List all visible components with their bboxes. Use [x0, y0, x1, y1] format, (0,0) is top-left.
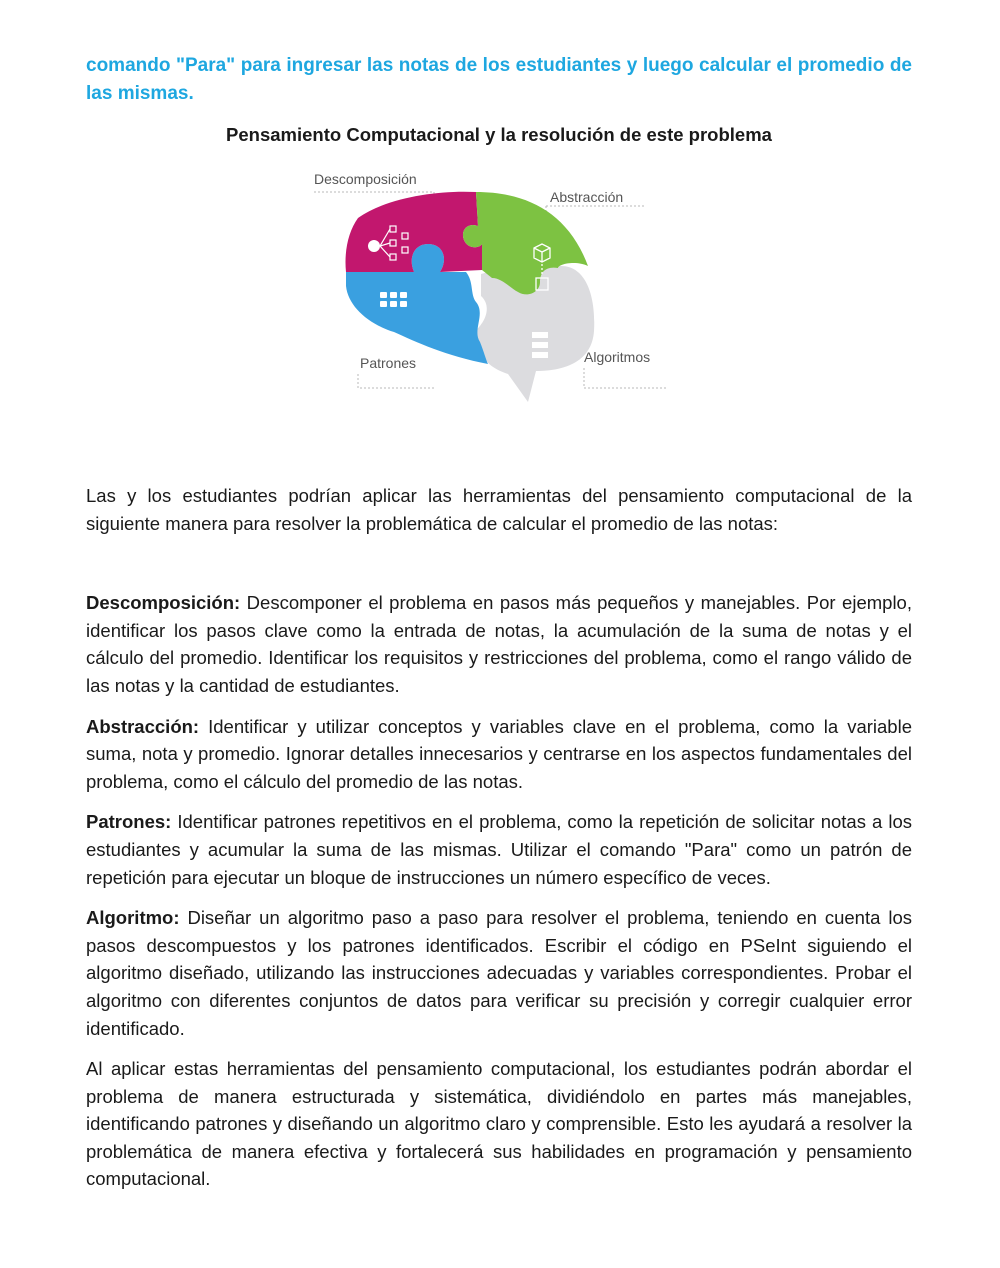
label-decomposition: Descomposición: [314, 171, 417, 187]
document-page: [86, 52, 912, 1206]
term-decomposition: Descomposición:: [86, 592, 241, 614]
text-algorithm: Diseñar un algoritmo paso a paso para resolver el problema, teniendo en cuenta los pasos descompuestos y los patrones identificados. Escribir el código en PSeInt siguiendo el algoritmo diseñado, utilizando las instrucciones adecuadas y variables correspondientes. Probar el algoritmo con diferentes conjuntos de datos para verificar su precisión y corregir cualquier error identificado.: [86, 907, 912, 1039]
patterns-leader-line: [358, 374, 436, 388]
label-abstraction: Abstracción: [550, 189, 624, 205]
section-patterns: [86, 808, 912, 891]
lead-text: comando "Para" para ingresar las notas de los estudiantes y luego calcular el promedio de las mismas.: [86, 55, 912, 104]
section-algorithm: [86, 904, 912, 1042]
algorithms-leader-line: [584, 368, 666, 388]
label-patterns: Patrones: [360, 355, 417, 371]
section-heading: Pensamiento Computacional y la resolución de este problema: [226, 124, 772, 145]
term-algorithm: Algoritmo:: [86, 907, 180, 929]
text-abstraction: Identificar y utilizar conceptos y variables clave en el problema, como la variable suma, nota y promedio. Ignorar detalles innecesarios y centrarse en los aspectos fundamentales del problema, como el cálculo del promedio de las notas.: [86, 715, 912, 792]
computational-thinking-figure: [86, 156, 912, 446]
text-patterns: Identificar patrones repetitivos en el problema, como la repetición de solicitar notas a los estudiantes y acumular la suma de las mismas. Utilizar el comando "Para" como un patrón de repetición para ejecutar un bloque de instrucciones un número específico de veces.: [86, 811, 912, 888]
conclusion-paragraph: Al aplicar estas herramientas del pensamiento computacional, los estudiantes podrán abordar el problema de manera estructurada y sistemática, dividiéndolo en partes más manejables, identificando patrones y diseñando un algoritmo claro y comprensible. Esto les ayudará a resolver la problemática de manera efectiva y fortalecerá sus habilidades en programación y pensamiento computacional.: [86, 1058, 912, 1190]
text-decomposition: Descomponer el problema en pasos más pequeños y manejables. Por ejemplo, identificar los pasos clave como la entrada de notas, la acumulación de la suma de notas y el cálculo del promedio. Identificar los requisitos y restricciones del problema, como el rango válido de las notas y la cantidad de estudiantes.: [86, 592, 912, 696]
flowchart-icon: [532, 332, 548, 358]
term-patterns: Patrones:: [86, 811, 172, 833]
intro-paragraph: Las y los estudiantes podrían aplicar las herramientas del pensamiento computacional de la siguiente manera para resolver la problemática de calcular el promedio de las notas:: [86, 485, 912, 534]
section-decomposition: [86, 589, 912, 699]
label-algorithms: Algoritmos: [584, 349, 651, 365]
term-abstraction: Abstracción:: [86, 715, 200, 737]
section-abstraction: [86, 713, 912, 796]
brain-puzzle-illustration: [296, 156, 666, 441]
